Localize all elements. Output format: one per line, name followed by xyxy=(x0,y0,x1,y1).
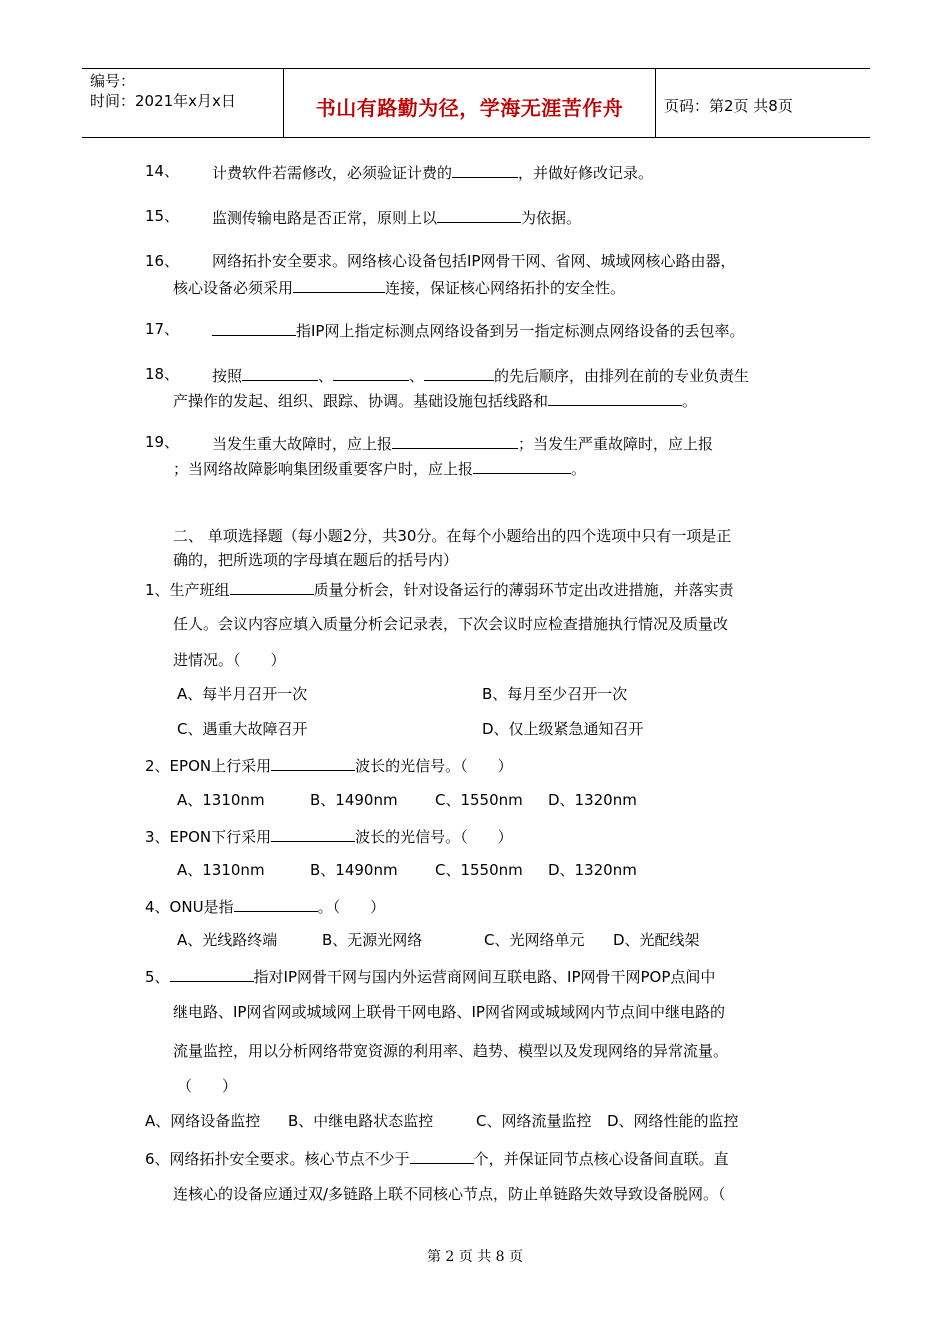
question-number: 1、 xyxy=(145,581,170,599)
question-text: ；当网络故障影响集团级重要客户时，应上报 xyxy=(173,460,474,478)
option-b[interactable]: B、每月至少召开一次 xyxy=(482,685,628,703)
section-heading: 二、 单项选择题（每小题2分，共30分。在每个小题给出的四个选项中只有一项是正 xyxy=(173,527,732,545)
question-text: 、 xyxy=(409,367,425,385)
page-footer: 第 2 页 共 8 页 xyxy=(426,1249,524,1265)
question-text: 个，并保证同节点核心设备间直联。直 xyxy=(473,1150,729,1168)
question-text: 。 xyxy=(682,392,698,410)
question-text: 、 xyxy=(318,367,334,385)
question-text: 的先后顺序，由排列在前的专业负责生 xyxy=(494,367,750,385)
question-text: EPON下行采用 xyxy=(169,828,272,846)
answer-blank[interactable] xyxy=(234,895,318,912)
answer-bracket: （ ） xyxy=(177,1077,238,1095)
answer-blank[interactable] xyxy=(333,364,409,381)
option-d[interactable]: D、1320nm xyxy=(548,791,637,809)
question-number: 17、 xyxy=(145,320,180,338)
answer-blank[interactable] xyxy=(392,432,518,449)
question-text: 连接，保证核心网络拓扑的安全性。 xyxy=(385,279,626,297)
option-a[interactable]: A、1310nm xyxy=(177,861,265,879)
question-text: 。（ ） xyxy=(317,898,386,916)
option-a[interactable]: A、1310nm xyxy=(177,791,265,809)
mc-question-6 xyxy=(145,1147,729,1169)
question-text: 网络拓扑安全要求。核心节点不少于 xyxy=(169,1150,410,1168)
header-motto: 书山有路勤为径，学海无涯苦作舟 xyxy=(315,95,624,120)
question-text: 。 xyxy=(571,460,587,478)
question-text: ，并做好修改记录。 xyxy=(518,164,654,182)
question-18-cont xyxy=(173,389,697,411)
answer-blank[interactable] xyxy=(452,161,518,178)
question-text: 指对IP网骨干网与国内外运营商网间互联电路、IP网骨干网POP点间中 xyxy=(253,968,716,986)
mc-question-5 xyxy=(145,965,715,987)
page-header xyxy=(82,68,870,138)
question-text: 产操作的发起、组织、跟踪、协调。基础设施包括线路和 xyxy=(173,392,549,410)
question-text: 生产班组 xyxy=(169,581,230,599)
answer-blank[interactable] xyxy=(271,754,355,771)
question-text: 为依据。 xyxy=(521,209,582,227)
option-a[interactable]: A、网络设备监控 xyxy=(145,1112,261,1130)
option-d[interactable]: D、光配线架 xyxy=(613,931,700,949)
header-page-cell xyxy=(656,69,870,137)
answer-blank[interactable] xyxy=(271,825,355,842)
answer-blank[interactable] xyxy=(242,364,318,381)
mc-question-6-cont: 连核心的设备应通过双/多链路上联不同核心节点，防止单链路失效导致设备脱网。（ xyxy=(173,1185,726,1203)
answer-blank[interactable] xyxy=(424,364,494,381)
option-c[interactable]: C、光网络单元 xyxy=(484,931,585,949)
mc-question-2 xyxy=(145,754,513,776)
option-c[interactable]: C、遇重大故障召开 xyxy=(177,720,308,738)
question-number: 15、 xyxy=(145,207,180,225)
question-text: 当发生重大故障时，应上报 xyxy=(212,435,393,453)
option-a[interactable]: A、光线路终端 xyxy=(177,931,278,949)
question-number: 3、 xyxy=(145,828,170,846)
option-b[interactable]: B、1490nm xyxy=(310,791,398,809)
question-text: 波长的光信号。（ ） xyxy=(355,828,513,846)
answer-blank[interactable] xyxy=(473,457,571,474)
header-motto-cell xyxy=(283,69,656,137)
option-c[interactable]: C、1550nm xyxy=(435,861,523,879)
question-text: 计费软件若需修改，必须验证计费的 xyxy=(212,164,453,182)
question-text: 核心设备必须采用 xyxy=(173,279,294,297)
question-text: ONU是指 xyxy=(169,898,234,916)
mc-question-5-cont: 继电路、IP网省网或城域网上联骨干网电路、IP网省网或城域网内节点间中继电路的 xyxy=(173,1003,725,1021)
doc-time-label: 时间：2021年x月x日 xyxy=(90,92,236,110)
question-text: ；当发生严重故障时，应上报 xyxy=(518,435,714,453)
option-b[interactable]: B、中继电路状态监控 xyxy=(288,1112,434,1130)
mc-question-1 xyxy=(145,578,734,600)
question-number: 4、 xyxy=(145,898,170,916)
mc-question-1-cont: 进情况。（ ） xyxy=(173,651,286,669)
option-d[interactable]: D、仅上级紧急通知召开 xyxy=(482,720,644,738)
mc-question-1-cont: 任人。会议内容应填入质量分析会记录表，下次会议时应检查措施执行情况及质量改 xyxy=(173,615,729,633)
option-d[interactable]: D、网络性能的监控 xyxy=(607,1112,739,1130)
answer-blank[interactable] xyxy=(293,276,385,293)
question-19-cont xyxy=(173,457,586,479)
option-a[interactable]: A、每半月召开一次 xyxy=(177,685,308,703)
question-number: 19、 xyxy=(145,433,180,451)
question-text: 按照 xyxy=(212,367,243,385)
mc-question-3 xyxy=(145,825,513,847)
answer-blank[interactable] xyxy=(410,1147,474,1164)
question-number: 2、 xyxy=(145,757,170,775)
answer-blank[interactable] xyxy=(548,389,682,406)
question-text: 质量分析会，针对设备运行的薄弱环节定出改进措施，并落实责 xyxy=(313,581,734,599)
question-number: 14、 xyxy=(145,162,180,180)
question-number: 6、 xyxy=(145,1150,170,1168)
option-c[interactable]: C、1550nm xyxy=(435,791,523,809)
option-d[interactable]: D、1320nm xyxy=(548,861,637,879)
option-c[interactable]: C、网络流量监控 xyxy=(476,1112,592,1130)
mc-question-5-cont: 流量监控，用以分析网络带宽资源的利用率、趋势、模型以及发现网络的异常流量。 xyxy=(173,1042,729,1060)
answer-blank[interactable] xyxy=(437,206,521,223)
answer-blank[interactable] xyxy=(170,965,254,982)
header-page-label: 页码：第2页 共8页 xyxy=(664,96,793,115)
question-text: 指IP网上指定标测点网络设备到另一指定标测点网络设备的丢包率。 xyxy=(296,322,745,340)
question-number: 18、 xyxy=(145,365,180,383)
question-number: 5、 xyxy=(145,968,170,986)
answer-blank[interactable] xyxy=(212,319,296,336)
header-meta xyxy=(82,69,283,137)
option-b[interactable]: B、1490nm xyxy=(310,861,398,879)
question-text: 波长的光信号。（ ） xyxy=(355,757,513,775)
question-text: EPON上行采用 xyxy=(169,757,272,775)
mc-question-4 xyxy=(145,895,385,917)
option-b[interactable]: B、无源光网络 xyxy=(322,931,423,949)
answer-blank[interactable] xyxy=(230,578,314,595)
doc-code-label: 编号： xyxy=(90,72,136,90)
question-text: 网络拓扑安全要求。网络核心设备包括IP网骨干网、省网、城域网核心路由器， xyxy=(212,252,736,270)
question-text: 监测传输电路是否正常，原则上以 xyxy=(212,209,438,227)
question-16-cont xyxy=(173,276,625,298)
question-number: 16、 xyxy=(145,252,180,270)
section-heading-cont: 确的，把所选项的字母填在题后的括号内） xyxy=(173,551,459,569)
